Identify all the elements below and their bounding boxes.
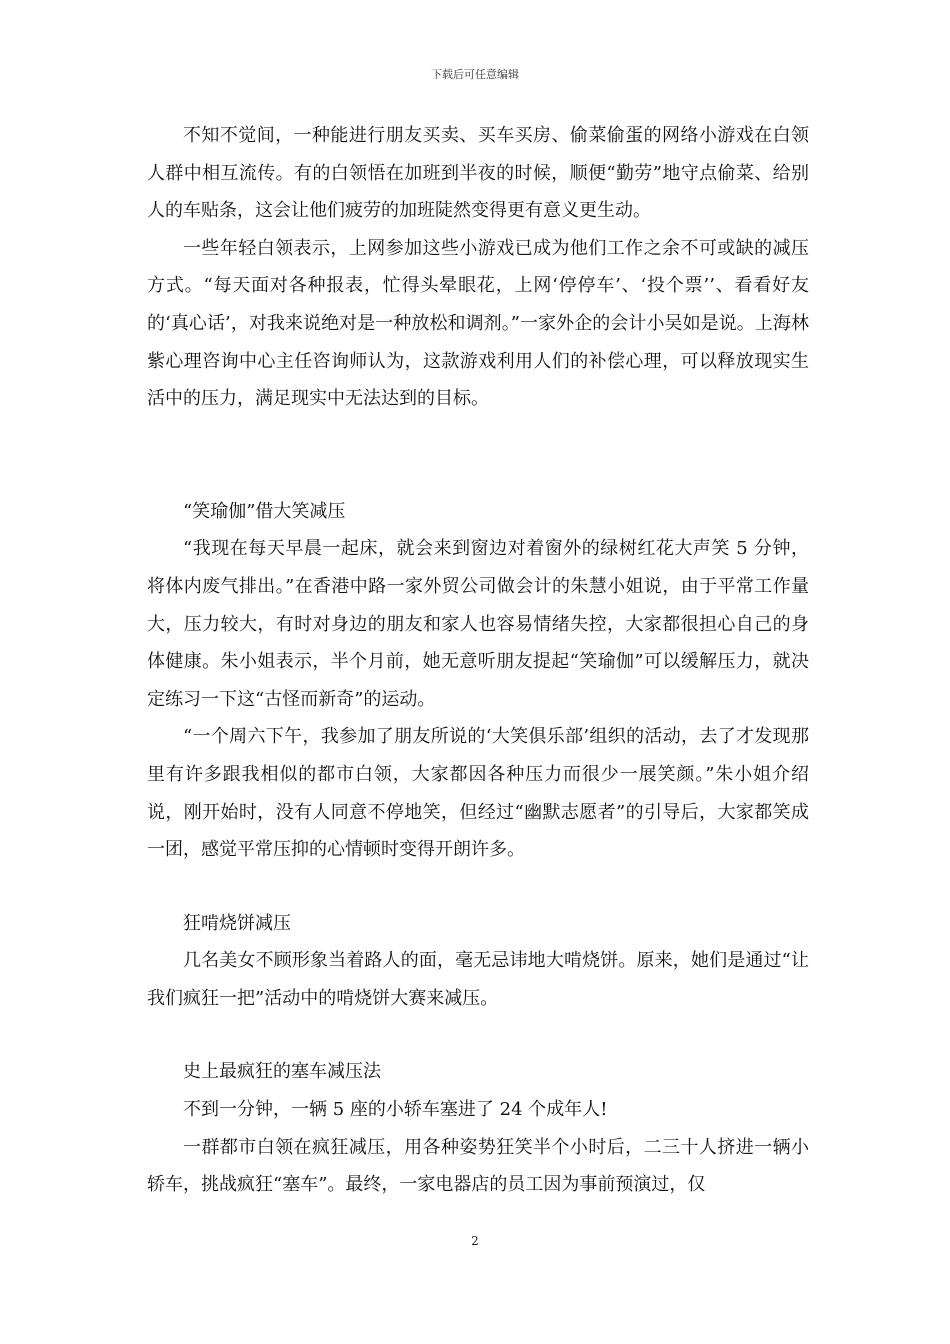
intro-paragraph-2: 一些年轻白领表示，上网参加这些小游戏已成为他们工作之余不可或缺的减压方式。“每天面对各种报表，忙得头晕眼花，上网‘停停车’、‘投个票’’、看看好友的‘真心话’，对我来说绝对是一种放松和调剂。”一家外企的会计小吴如是说。上海林紫心理咨询中心主任咨询师认为，这款游戏利用人们的补偿心理，可以释放现实生活中的压力，满足现实中无法达到的目标。: [147, 237, 809, 410]
section-heading-yoga: “笑瑜伽”借大笑减压: [183, 500, 346, 522]
page-number: 2: [471, 1234, 479, 1248]
page-header: 下载后可任意编辑: [431, 68, 519, 81]
yoga-paragraph-1: “我现在每天早晨一起床，就会来到窗边对着窗外的绿树红花大声笑 5 分钟，将体内废气排出。”在香港中路一家外贸公司做会计的朱慧小姐说，由于平常工作量大，压力较大，有时对身边的朋友和家人也容易情绪失控，大家都很担心自己的身体健康。朱小姐表示，半个月前，她无意听朋友提起“笑瑜伽”可以缓解压力，就决定练习一下这“古怪而新奇”的运动。: [147, 538, 809, 710]
document-body: [147, 117, 809, 1204]
yoga-paragraph-2: “一个周六下午，我参加了朋友所说的‘大笑俱乐部’组织的活动，去了才发现那里有许多跟我相似的都市白领，大家都因各种压力而很少一展笑颜。”朱小姐介绍说，刚开始时，没有人同意不停地笑，但经过“幽默志愿者”的引导后，大家都笑成一团，感觉平常压抑的心情顿时变得开朗许多。: [147, 726, 809, 861]
car-paragraph-2: 一群都市白领在疯狂减压，用各种姿势狂笑半个小时后，二三十人挤进一辆小轿车，挑战疯狂“塞车”。最终，一家电器店的员工因为事前预演过，仅: [147, 1136, 809, 1196]
car-paragraph-1: 不到一分钟，一辆 5 座的小轿车塞进了 24 个成年人!: [183, 1099, 608, 1121]
biscuit-paragraph-1: 几名美女不顾形象当着路人的面，毫无忌讳地大啃烧饼。原来，她们是通过“让我们疯狂一把”活动中的啃烧饼大赛来减压。: [147, 950, 809, 1009]
section-spacer: [147, 418, 809, 493]
section-spacer: [147, 1017, 809, 1053]
section-heading-biscuit: 狂啃烧饼减压: [183, 912, 291, 934]
section-heading-car: 史上最疯狂的塞车减压法: [183, 1061, 381, 1083]
section-spacer: [147, 869, 809, 905]
intro-paragraph-1: 不知不觉间，一种能进行朋友买卖、买车买房、偷菜偷蛋的网络小游戏在白领人群中相互流传。有的白领悟在加班到半夜的时候，顺便“勤劳”地守点偷菜、给别人的车贴条，这会让他们疲劳的加班陡然变得更有意义更生动。: [147, 125, 809, 222]
